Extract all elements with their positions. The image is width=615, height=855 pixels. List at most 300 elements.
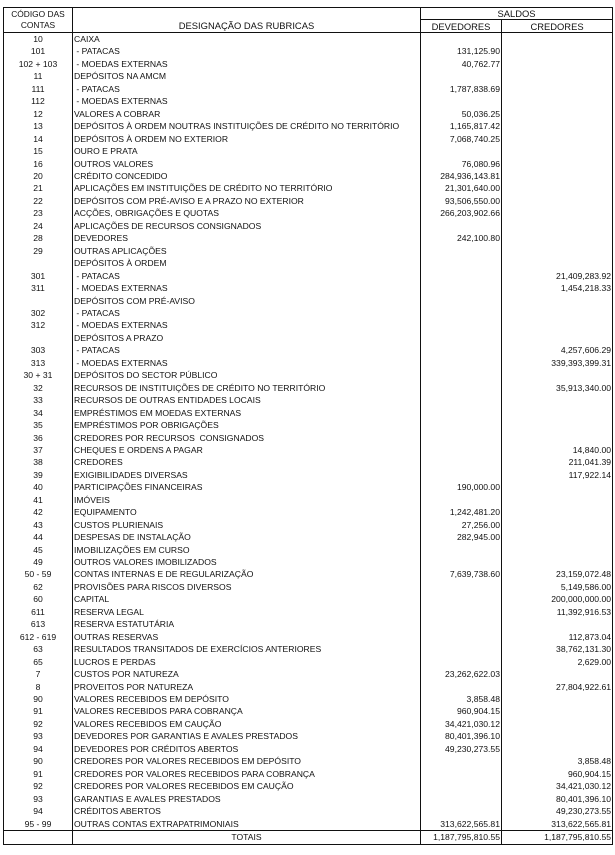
debit-balance: 50,036.25 [421,108,502,120]
account-description: PROVEITOS POR NATUREZA [73,681,421,693]
account-description: EMPRÉSTIMOS POR OBRIGAÇÕES [73,419,421,431]
account-code: 94 [4,743,73,755]
debit-balance [421,344,502,356]
debit-balance: 313,622,565.81 [421,818,502,831]
account-code: 93 [4,730,73,742]
account-description: DEPÓSITOS NA AMCM [73,70,421,82]
debit-balance [421,643,502,655]
account-description: IMOBILIZAÇÕES EM CURSO [73,544,421,556]
table-row [4,606,613,618]
credit-balance [502,245,613,257]
account-code: 62 [4,581,73,593]
account-code: 35 [4,419,73,431]
account-code: 312 [4,319,73,331]
totals-row [4,831,613,845]
account-code: 29 [4,245,73,257]
totals-code-cell [4,831,73,845]
table-row [4,245,613,257]
debit-balance [421,70,502,82]
account-code [4,257,73,269]
table-row [4,805,613,817]
table-row [4,556,613,568]
account-code: 39 [4,469,73,481]
account-description: CONTAS INTERNAS E DE REGULARIZAÇÃO [73,568,421,580]
credit-balance [502,531,613,543]
debit-balance [421,581,502,593]
account-code: 45 [4,544,73,556]
debit-balance [421,755,502,767]
debit-balance [421,369,502,381]
account-code: 91 [4,705,73,717]
table-row [4,270,613,282]
table-row [4,544,613,556]
account-description: DEPÓSITOS COM PRÉ-AVISO E A PRAZO NO EXTERIOR [73,195,421,207]
debit-balance [421,357,502,369]
account-description: PROVISÕES PARA RISCOS DIVERSOS [73,581,421,593]
account-code: 93 [4,793,73,805]
table-row [4,220,613,232]
account-description: DEPÓSITOS COM PRÉ-AVISO [73,295,421,307]
account-code: 92 [4,780,73,792]
account-code: 60 [4,593,73,605]
account-code: 42 [4,506,73,518]
credit-balance [502,319,613,331]
debit-balance: 76,080.96 [421,158,502,170]
debit-balance [421,768,502,780]
account-code: 91 [4,768,73,780]
account-description: RECURSOS DE OUTRAS ENTIDADES LOCAIS [73,394,421,406]
debit-balance [421,469,502,481]
account-description: CREDORES POR VALORES RECEBIDOS PARA COBRANÇA [73,768,421,780]
table-row [4,693,613,705]
table-row [4,643,613,655]
account-description: DEPÓSITOS À ORDEM NO EXTERIOR [73,133,421,145]
table-row [4,407,613,419]
table-row [4,718,613,730]
credit-balance: 35,913,340.00 [502,382,613,394]
table-row [4,295,613,307]
table-row [4,182,613,194]
credit-balance: 21,409,283.92 [502,270,613,282]
credit-balance [502,95,613,107]
account-description: DESPESAS DE INSTALAÇÃO [73,531,421,543]
debit-balance [421,282,502,294]
credit-balance: 80,401,396.10 [502,793,613,805]
table-row [4,494,613,506]
credit-balance [502,419,613,431]
header-credit: CREDORES [502,20,613,33]
table-row [4,618,613,630]
account-description: - PATACAS [73,344,421,356]
account-code: 311 [4,282,73,294]
table-row [4,394,613,406]
credit-balance [502,120,613,132]
account-description: OUTRAS CONTAS EXTRAPATRIMONIAIS [73,818,421,831]
account-code [4,332,73,344]
credit-balance: 960,904.15 [502,768,613,780]
credit-balance: 3,858.48 [502,755,613,767]
table-row [4,656,613,668]
table-row [4,307,613,319]
account-code: 102 + 103 [4,58,73,70]
credit-balance: 5,149,586.00 [502,581,613,593]
account-description: EXIGIBILIDADES DIVERSAS [73,469,421,481]
totals-debit: 1,187,795,810.55 [421,831,502,845]
table-row [4,319,613,331]
debit-balance: 282,945.00 [421,531,502,543]
account-code: 65 [4,656,73,668]
debit-balance [421,544,502,556]
credit-balance [502,45,613,57]
account-description: - MOEDAS EXTERNAS [73,282,421,294]
table-row [4,668,613,680]
table-row [4,133,613,145]
table-header [4,8,613,33]
account-description: - PATACAS [73,83,421,95]
account-description: OUTROS VALORES IMOBILIZADOS [73,556,421,568]
credit-balance: 11,392,916.53 [502,606,613,618]
debit-balance [421,220,502,232]
credit-balance: 339,393,399.31 [502,357,613,369]
table-row [4,332,613,344]
account-description: OUTROS VALORES [73,158,421,170]
debit-balance [421,257,502,269]
account-code: 90 [4,755,73,767]
account-description: - PATACAS [73,270,421,282]
credit-balance [502,407,613,419]
account-description: - PATACAS [73,307,421,319]
account-code: 30 + 31 [4,369,73,381]
credit-balance [502,33,613,46]
account-code: 36 [4,432,73,444]
table-body [4,33,613,831]
credit-balance [502,58,613,70]
credit-balance [502,195,613,207]
account-code: 301 [4,270,73,282]
debit-balance: 1,165,817.42 [421,120,502,132]
account-code: 90 [4,693,73,705]
debit-balance [421,681,502,693]
account-description: DEPÓSITOS À ORDEM NOUTRAS INSTITUIÇÕES DE CRÉDITO NO TERRITÓRIO [73,120,421,132]
account-code: 16 [4,158,73,170]
account-description: CREDORES [73,456,421,468]
account-description: - MOEDAS EXTERNAS [73,58,421,70]
debit-balance: 21,301,640.00 [421,182,502,194]
account-code: 43 [4,519,73,531]
account-code: 50 - 59 [4,568,73,580]
account-description: RESERVA LEGAL [73,606,421,618]
debit-balance: 93,506,550.00 [421,195,502,207]
account-code: 112 [4,95,73,107]
table-row [4,793,613,805]
account-code: 92 [4,718,73,730]
debit-balance: 23,262,622.03 [421,668,502,680]
account-description: OUTRAS RESERVAS [73,631,421,643]
credit-balance [502,257,613,269]
credit-balance [502,693,613,705]
account-description: RESULTADOS TRANSITADOS DE EXERCÍCIOS ANTERIORES [73,643,421,655]
credit-balance: 112,873.04 [502,631,613,643]
account-description: DEPÓSITOS DO SECTOR PÚBLICO [73,369,421,381]
table-row [4,419,613,431]
account-description: CRÉDITOS ABERTOS [73,805,421,817]
account-description: - MOEDAS EXTERNAS [73,319,421,331]
credit-balance: 23,159,072.48 [502,568,613,580]
debit-balance [421,295,502,307]
table-row [4,108,613,120]
account-description: CREDORES POR VALORES RECEBIDOS EM CAUÇÃO [73,780,421,792]
account-description: PARTICIPAÇÕES FINANCEIRAS [73,481,421,493]
debit-balance [421,656,502,668]
debit-balance [421,419,502,431]
header-description: DESIGNAÇÃO DAS RUBRICAS [73,8,421,33]
account-code: 20 [4,170,73,182]
account-description: EMPRÉSTIMOS EM MOEDAS EXTERNAS [73,407,421,419]
table-row [4,631,613,643]
account-code [4,295,73,307]
debit-balance: 284,936,143.81 [421,170,502,182]
credit-balance [502,718,613,730]
credit-balance [502,207,613,219]
credit-balance: 1,454,218.33 [502,282,613,294]
table-row [4,95,613,107]
account-code: 15 [4,145,73,157]
debit-balance [421,270,502,282]
table-row [4,730,613,742]
account-code: 24 [4,220,73,232]
credit-balance [502,369,613,381]
table-footer [4,831,613,845]
debit-balance [421,556,502,568]
account-description: CAPITAL [73,593,421,605]
credit-balance [502,432,613,444]
header-code-line2: CONTAS [20,20,56,30]
table-row [4,481,613,493]
account-code: 37 [4,444,73,456]
account-code: 13 [4,120,73,132]
header-code-line1: CÓDIGO DAS [11,9,65,19]
credit-balance [502,158,613,170]
debit-balance: 190,000.00 [421,481,502,493]
account-code: 21 [4,182,73,194]
account-description: - PATACAS [73,45,421,57]
account-description: OURO E PRATA [73,145,421,157]
credit-balance [502,506,613,518]
debit-balance [421,432,502,444]
totals-label: TOTAIS [73,831,421,845]
credit-balance [502,182,613,194]
debit-balance [421,407,502,419]
table-row [4,45,613,57]
debit-balance [421,494,502,506]
credit-balance [502,618,613,630]
table-row [4,593,613,605]
account-description: RECURSOS DE INSTITUIÇÕES DE CRÉDITO NO TERRITÓRIO [73,382,421,394]
account-description: GARANTIAS E AVALES PRESTADOS [73,793,421,805]
debit-balance [421,307,502,319]
table-row [4,282,613,294]
credit-balance: 49,230,273.55 [502,805,613,817]
account-code: 41 [4,494,73,506]
debit-balance [421,95,502,107]
table-row [4,568,613,580]
table-row [4,506,613,518]
account-code: 28 [4,232,73,244]
account-code: 38 [4,456,73,468]
account-code: 23 [4,207,73,219]
account-description: ACÇÕES, OBRIGAÇÕES E QUOTAS [73,207,421,219]
table-row [4,158,613,170]
debit-balance: 960,904.15 [421,705,502,717]
header-debit: DEVEDORES [421,20,502,33]
table-row [4,145,613,157]
account-code: 8 [4,681,73,693]
credit-balance [502,232,613,244]
account-code: 49 [4,556,73,568]
account-code: 22 [4,195,73,207]
table-row [4,581,613,593]
debit-balance [421,444,502,456]
credit-balance [502,668,613,680]
account-code: 303 [4,344,73,356]
table-row [4,344,613,356]
account-code: 11 [4,70,73,82]
table-row [4,207,613,219]
credit-balance: 313,622,565.81 [502,818,613,831]
debit-balance: 131,125.90 [421,45,502,57]
header-account-code [4,8,73,33]
table-row [4,768,613,780]
debit-balance: 242,100.80 [421,232,502,244]
credit-balance: 27,804,922.61 [502,681,613,693]
table-row [4,33,613,46]
account-description: CRÉDITO CONCEDIDO [73,170,421,182]
debit-balance [421,332,502,344]
account-description: DEPÓSITOS À ORDEM [73,257,421,269]
table-row [4,519,613,531]
account-code: 34 [4,407,73,419]
account-description: EQUIPAMENTO [73,506,421,518]
table-row [4,58,613,70]
credit-balance [502,170,613,182]
credit-balance [502,332,613,344]
credit-balance [502,519,613,531]
account-description: DEVEDORES [73,232,421,244]
credit-balance: 34,421,030.12 [502,780,613,792]
credit-balance [502,494,613,506]
credit-balance [502,295,613,307]
account-code: 111 [4,83,73,95]
balance-sheet-table [3,7,613,845]
credit-balance: 38,762,131.30 [502,643,613,655]
account-code: 611 [4,606,73,618]
credit-balance [502,556,613,568]
account-description: CUSTOS PLURIENAIS [73,519,421,531]
credit-balance [502,108,613,120]
debit-balance: 80,401,396.10 [421,730,502,742]
debit-balance: 3,858.48 [421,693,502,705]
debit-balance: 49,230,273.55 [421,743,502,755]
totals-credit: 1,187,795,810.55 [502,831,613,845]
credit-balance [502,730,613,742]
account-code: 33 [4,394,73,406]
debit-balance [421,456,502,468]
account-description: LUCROS E PERDAS [73,656,421,668]
header-balances: SALDOS [421,8,613,20]
account-description: RESERVA ESTATUTÁRIA [73,618,421,630]
debit-balance [421,780,502,792]
table-row [4,444,613,456]
table-row [4,780,613,792]
debit-balance [421,631,502,643]
table-row [4,382,613,394]
table-row [4,531,613,543]
account-description: APLICAÇÕES DE RECURSOS CONSIGNADOS [73,220,421,232]
account-code: 40 [4,481,73,493]
credit-balance [502,394,613,406]
account-description: APLICAÇÕES EM INSTITUIÇÕES DE CRÉDITO NO TERRITÓRIO [73,182,421,194]
account-description: CREDORES POR VALORES RECEBIDOS EM DEPÓSITO [73,755,421,767]
account-code: 613 [4,618,73,630]
credit-balance: 4,257,606.29 [502,344,613,356]
table-row [4,705,613,717]
debit-balance: 1,242,481.20 [421,506,502,518]
account-description: DEVEDORES POR GARANTIAS E AVALES PRESTADOS [73,730,421,742]
table-row [4,369,613,381]
table-row [4,755,613,767]
table-row [4,83,613,95]
table-row [4,357,613,369]
debit-balance: 40,762.77 [421,58,502,70]
table-row [4,232,613,244]
debit-balance [421,245,502,257]
debit-balance [421,394,502,406]
account-description: DEVEDORES POR CRÉDITOS ABERTOS [73,743,421,755]
table-row [4,469,613,481]
table-row [4,195,613,207]
account-code: 12 [4,108,73,120]
credit-balance [502,70,613,82]
account-description: VALORES RECEBIDOS EM CAUÇÃO [73,718,421,730]
debit-balance: 1,787,838.69 [421,83,502,95]
debit-balance [421,606,502,618]
account-code: 94 [4,805,73,817]
credit-balance: 2,629.00 [502,656,613,668]
account-code: 32 [4,382,73,394]
account-description: IMÓVEIS [73,494,421,506]
account-description: CAIXA [73,33,421,46]
debit-balance: 266,203,902.66 [421,207,502,219]
account-description: - MOEDAS EXTERNAS [73,357,421,369]
account-description: VALORES A COBRAR [73,108,421,120]
account-code: 101 [4,45,73,57]
debit-balance: 34,421,030.12 [421,718,502,730]
debit-balance [421,618,502,630]
account-description: OUTRAS APLICAÇÕES [73,245,421,257]
table-row [4,120,613,132]
credit-balance [502,705,613,717]
account-code: 7 [4,668,73,680]
account-description: VALORES RECEBIDOS PARA COBRANÇA [73,705,421,717]
account-code: 302 [4,307,73,319]
credit-balance [502,481,613,493]
credit-balance [502,220,613,232]
table-row [4,681,613,693]
table-row [4,818,613,831]
debit-balance [421,805,502,817]
account-code: 612 - 619 [4,631,73,643]
credit-balance: 117,922.14 [502,469,613,481]
